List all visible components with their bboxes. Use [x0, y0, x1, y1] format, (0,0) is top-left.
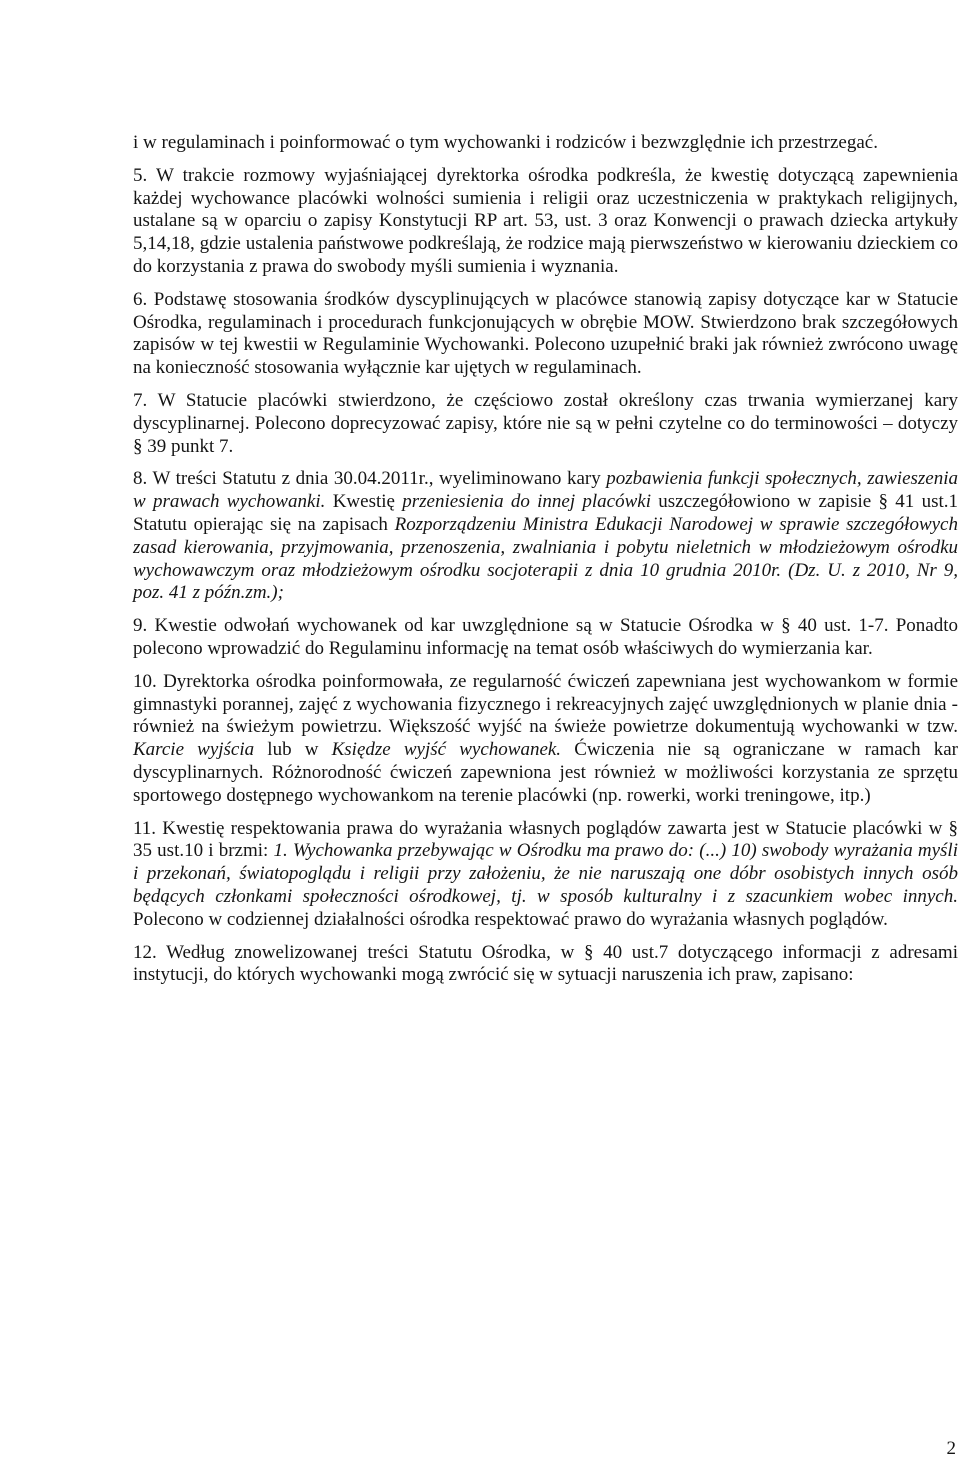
text-run: 8. W treści Statutu z dnia 30.04.2011r., wyeliminowano kary: [133, 468, 607, 490]
text-run: 12. Według znowelizowanej treści Statutu Ośrodka, w § 40 ust.7 dotyczącego informacji z adresami instytucji, do których wychowanki mogą zwrócić się w sytuacji naruszenia ich praw, zapisano:: [133, 941, 958, 986]
text-run: 5. W trakcie rozmowy wyjaśniającej dyrektorka ośrodka podkreśla, że kwestię dotyczącą zapewnienia każdej wychowance placówki wolności sumienia i religii oraz uczestniczenia w praktykach religijnych, ustalane są w oparciu o zapisy Konstytucji RP art. 53, ust. 3 oraz Konwencji o prawach dziecka artykuły 5,14,18, gdzie ustalenia państwowe podkreślają, że rodzice mają pierwszeństwo w kierowaniu dzieckiem co do korzystania z prawa do swobody myśli sumienia i wyznania.: [133, 164, 958, 277]
italic-run: pozbawienia funkcji społecznych, zawieszenia w prawach wychowanki.: [133, 468, 958, 513]
paragraph-10: [133, 671, 958, 808]
paragraph-5: [133, 165, 958, 279]
paragraph-4-continuation: [133, 132, 958, 155]
text-run: 11. Kwestię respektowania prawa do wyrażania własnych poglądów zawarta jest w Statucie placówki w § 35 ust.10 i brzmi:: [133, 817, 958, 862]
italic-run: 1. Wychowanka przebywając w Ośrodku ma prawo do: (...) 10) swobody wyrażania myśli i przekonań, światopoglądu i religii przy założeniu, że nie naruszają one dóbr osobistych innych osób będących członkami społeczności ośrodkowej, tj. w sposób kulturalny i z szacunkiem wobec innych.: [133, 840, 958, 907]
body-text: [133, 132, 958, 987]
paragraph-7: [133, 390, 958, 458]
italic-run: Rozporządzeniu Ministra Edukacji Narodowej w sprawie szczegółowych zasad kierowania, przyjmowania, przenoszenia, zwalniania i pobytu nieletnich w młodzieżowym ośrodku wychowawczym oraz młodzieżowym ośrodku socjoterapii z dnia 10 grudnia 2010r. (Dz. U. z 2010, Nr 9, poz. 41 z późn.zm.);: [133, 513, 958, 604]
paragraph-9: [133, 615, 958, 661]
italic-run: przeniesienia do innej placówki: [402, 491, 651, 513]
text-run: 9. Kwestie odwołań wychowanek od kar uwzględnione są w Statucie Ośrodka w § 40 ust. 1-7. Ponadto polecono wprowadzić do Regulaminu informację na temat osób właściwych do wymierzania kar.: [133, 615, 958, 659]
italic-run: Karcie wyjścia: [133, 739, 255, 761]
text-run: Polecono w codziennej działalności ośrodka respektować prawo do wyrażania własnych poglądów.: [133, 908, 888, 930]
text-run: Kwestię: [325, 491, 403, 513]
paragraph-12: [133, 942, 958, 988]
text-run: i w regulaminach i poinformować o tym wychowanki i rodziców i bezwzględnie ich przestrzegać.: [133, 132, 878, 153]
text-run: Ćwiczenia nie są ograniczane w ramach kar dyscyplinarnych. Różnorodność ćwiczeń zapewniona jest również w możliwości korzystania ze sprzętu sportowego dostępnego wychowankom na terenie placówki (np. rowerki, worki treningowe, itp.): [133, 739, 958, 806]
paragraph-8: [133, 468, 958, 605]
text-run: uszczegółowiono w zapisie § 41 ust.1 Statutu opierając się na zapisach: [133, 491, 958, 535]
text-run: lub w: [254, 739, 332, 761]
text-run: 7. W Statucie placówki stwierdzono, że częściowo został określony czas trwania wymierzanej kary dyscyplinarnej. Polecono doprecyzować zapisy, które nie są w pełni czytelne co do terminowości – dotyczy § 39 punkt 7.: [133, 389, 958, 457]
paragraph-6: [133, 289, 958, 380]
text-run: 6. Podstawę stosowania środków dyscyplinujących w placówce stanowią zapisy dotyczące kar w Statucie Ośrodka, regulaminach i procedurach funkcjonujących w obrębie MOW. Stwierdzono brak szczegółowych zapisów w tej kwestii w Regulaminie Wychowanki. Polecono uzupełnić braki jak również zwrócono uwagę na konieczność stosowania wyłącznie kar ujętych w regulaminach.: [133, 288, 958, 379]
italic-run: Księdze wyjść wychowanek.: [331, 739, 562, 761]
text-run: 10. Dyrektorka ośrodka poinformowała, ze regularność ćwiczeń zapewniana jest wychowankom w formie gimnastyki porannej, zajęć z wychowania fizycznego i rekreacyjnych zajęć uwzględnionych w planie dnia - również na świeżym powietrzu. Większość wyjść na świeże powietrze dokumentują wychowanki w tzw.: [133, 670, 958, 738]
paragraph-11: [133, 818, 958, 932]
page-number: 2: [946, 1438, 956, 1460]
